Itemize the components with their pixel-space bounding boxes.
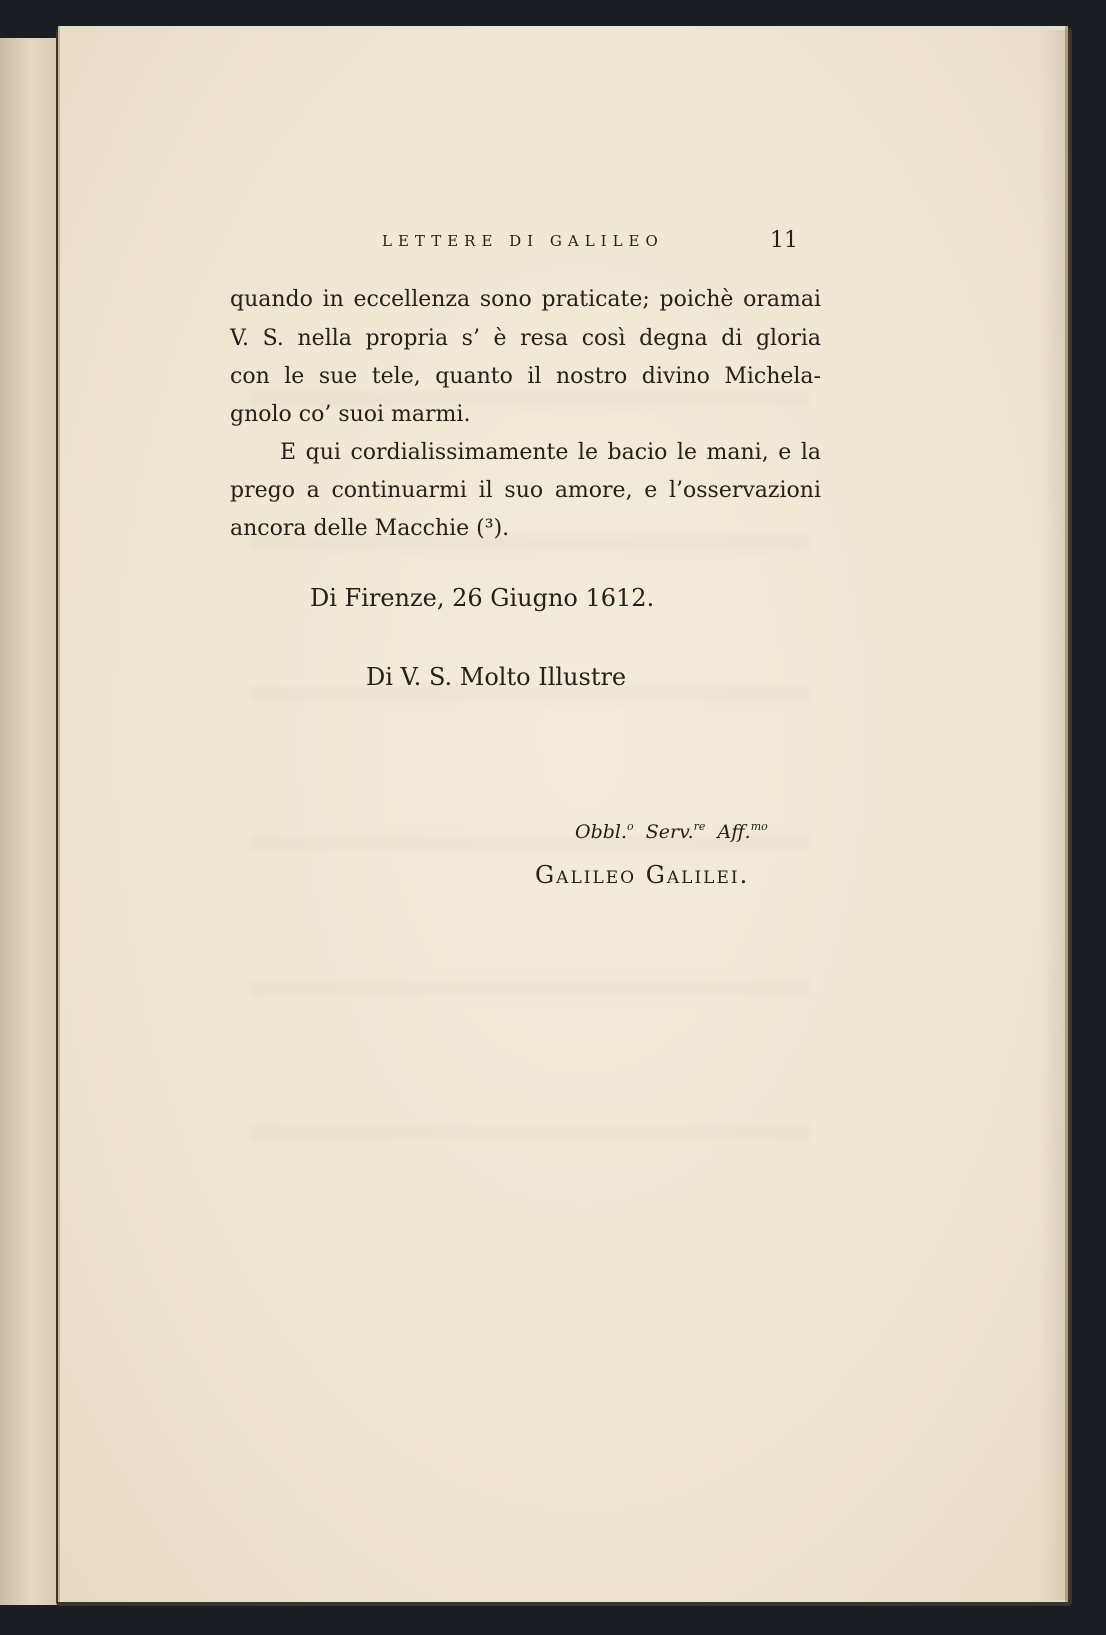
body-line: E qui cordialissimamente le bacio le mani, e la xyxy=(280,440,821,465)
closing-obbl: Obbl. xyxy=(575,821,628,843)
closing-aff-sup: mo xyxy=(750,820,768,833)
body-line: gnolo co’ suoi marmi. xyxy=(230,402,471,427)
page-right-edge xyxy=(1040,30,1070,1600)
dateline: Di Firenze, 26 Giugno 1612. xyxy=(310,584,655,612)
closing-serv: Serv. xyxy=(645,821,694,843)
body-line: V. S. nella propria s’ è resa così degna di gloria xyxy=(230,326,821,351)
page-number: 11 xyxy=(770,228,798,253)
closing-obbl-sup: o xyxy=(627,820,634,833)
closing-aff: Aff. xyxy=(717,821,751,843)
salutation: Di V. S. Molto Illustre xyxy=(366,663,627,691)
facing-page-edge xyxy=(0,38,59,1605)
closing-serv-sup: re xyxy=(693,820,706,833)
body-line: ancora delle Macchie (³). xyxy=(230,516,510,541)
signature: Galileo Galilei. xyxy=(535,861,750,889)
body-line: quando in eccellenza sono praticate; poichè oramai xyxy=(230,287,821,312)
complimentary-close xyxy=(575,820,768,843)
book-page xyxy=(58,26,1068,1602)
body-line: con le sue tele, quanto il nostro divino Michela- xyxy=(230,364,821,389)
running-header: LETTERE DI GALILEO xyxy=(382,232,664,250)
show-through-text xyxy=(250,980,810,996)
body-line: prego a continuarmi il suo amore, e l’osservazioni xyxy=(230,478,821,503)
show-through-text xyxy=(250,1125,810,1141)
